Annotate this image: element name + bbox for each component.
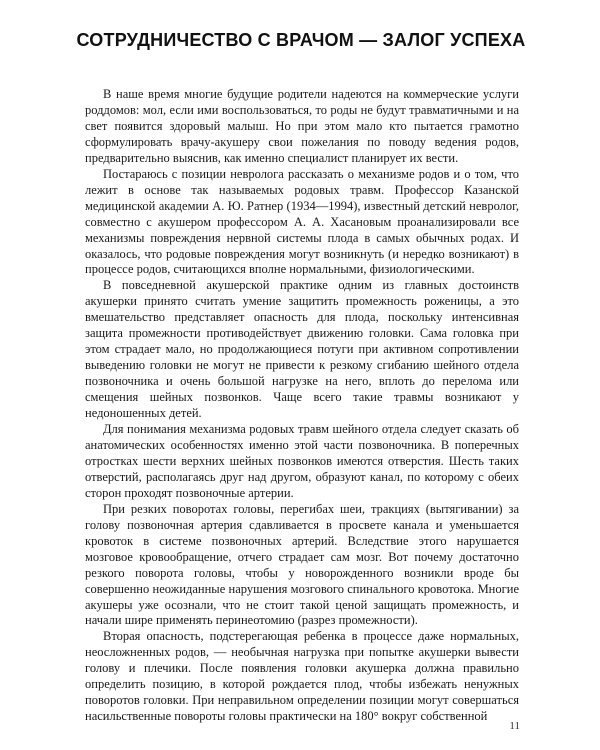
page-number: 11 [509,720,520,732]
chapter-title: СОТРУДНИЧЕСТВО С ВРАЧОМ — ЗАЛОГ УСПЕХА [76,30,526,50]
paragraph: В повседневной акушерской практике одним из главных достоинств акушерки принято считать умение защитить промежность роженицы, а это вмешательство представляет опасность для плода, поскольку интенсивная защита промежности противодействует движению головки. Сама головка при этом страдает мало, но продолжающиеся потуги при активном сопротивлении выведению головки не могут не привести к резкому сгибанию шейного отдела позвоночника и очень большой нагрузке на него, вплоть до перелома или смещения шейных позвонков. Чаще всего такие травмы возникают у недоношенных детей. [85,278,519,421]
paragraph: Вторая опасность, подстерегающая ребенка в процессе даже нормальных, неосложненных родов, — необычная нагрузка при попытке акушерки вывести голову и плечики. После появления головки акушерка должна правильно определить позицию, в которой рождается плод, чтобы избежать ненужных поворотов головки. При неправильном определении позиции могут совершаться насильственные повороты головы практически на 180° вокруг собственной [85,629,519,724]
paragraph: В наше время многие будущие родители надеются на коммерческие услуги роддомов: мол, если ими воспользоваться, то роды не будут травматичными и на свет появится здоровый малыш. Но при этом мало кто пытается грамотно сформулировать врачу-акушеру свои пожелания по поводу ведения родов, предварительно выяснив, как именно специалист планирует их вести. [85,87,519,165]
paragraph: При резких поворотах головы, перегибах шеи, тракциях (вытягивании) за голову позвоночная артерия сдавливается в просвете канала и уменьшается кровоток в системе позвоночных артерий. Вследствие этого нарушается мозговое кровообращение, отчего страдает сам мозг. Вот почему достаточно резкого поворота головы, чтобы у новорожденного возникли вроде бы совершенно неожиданные нарушения мозгового спинального кровотока. Многие акушеры уже осознали, что не стоит такой ценой защищать промежность, и начали шире применять перинеотомию (разрез промежности). [85,501,519,628]
paragraph: Для понимания механизма родовых травм шейного отдела следует сказать об анатомических особенностях именно этой части позвоночника. В поперечных отростках шести верхних шейных позвонков имеются отверстия. Шесть таких отверстий, располагаясь друг над другом, образуют канал, по которому с обеих сторон проходят позвоночные артерии. [85,422,519,500]
body-text [85,87,519,725]
paragraph: Постараюсь с позиции невролога рассказать о механизме родов и о том, что лежит в основе так называемых родовых травм. Профессор Казанской медицинской академии А. Ю. Ратнер (1934—1994), известный детский невролог, совместно с акушером профессором А. А. Хасановым проанализировали все механизмы повреждения нервной системы плода в самых обычных родах. И оказалось, что родовые повреждения могут возникнуть (и нередко возникают) в процессе родов, считающихся вполне нормальными, физиологическими. [85,166,519,277]
